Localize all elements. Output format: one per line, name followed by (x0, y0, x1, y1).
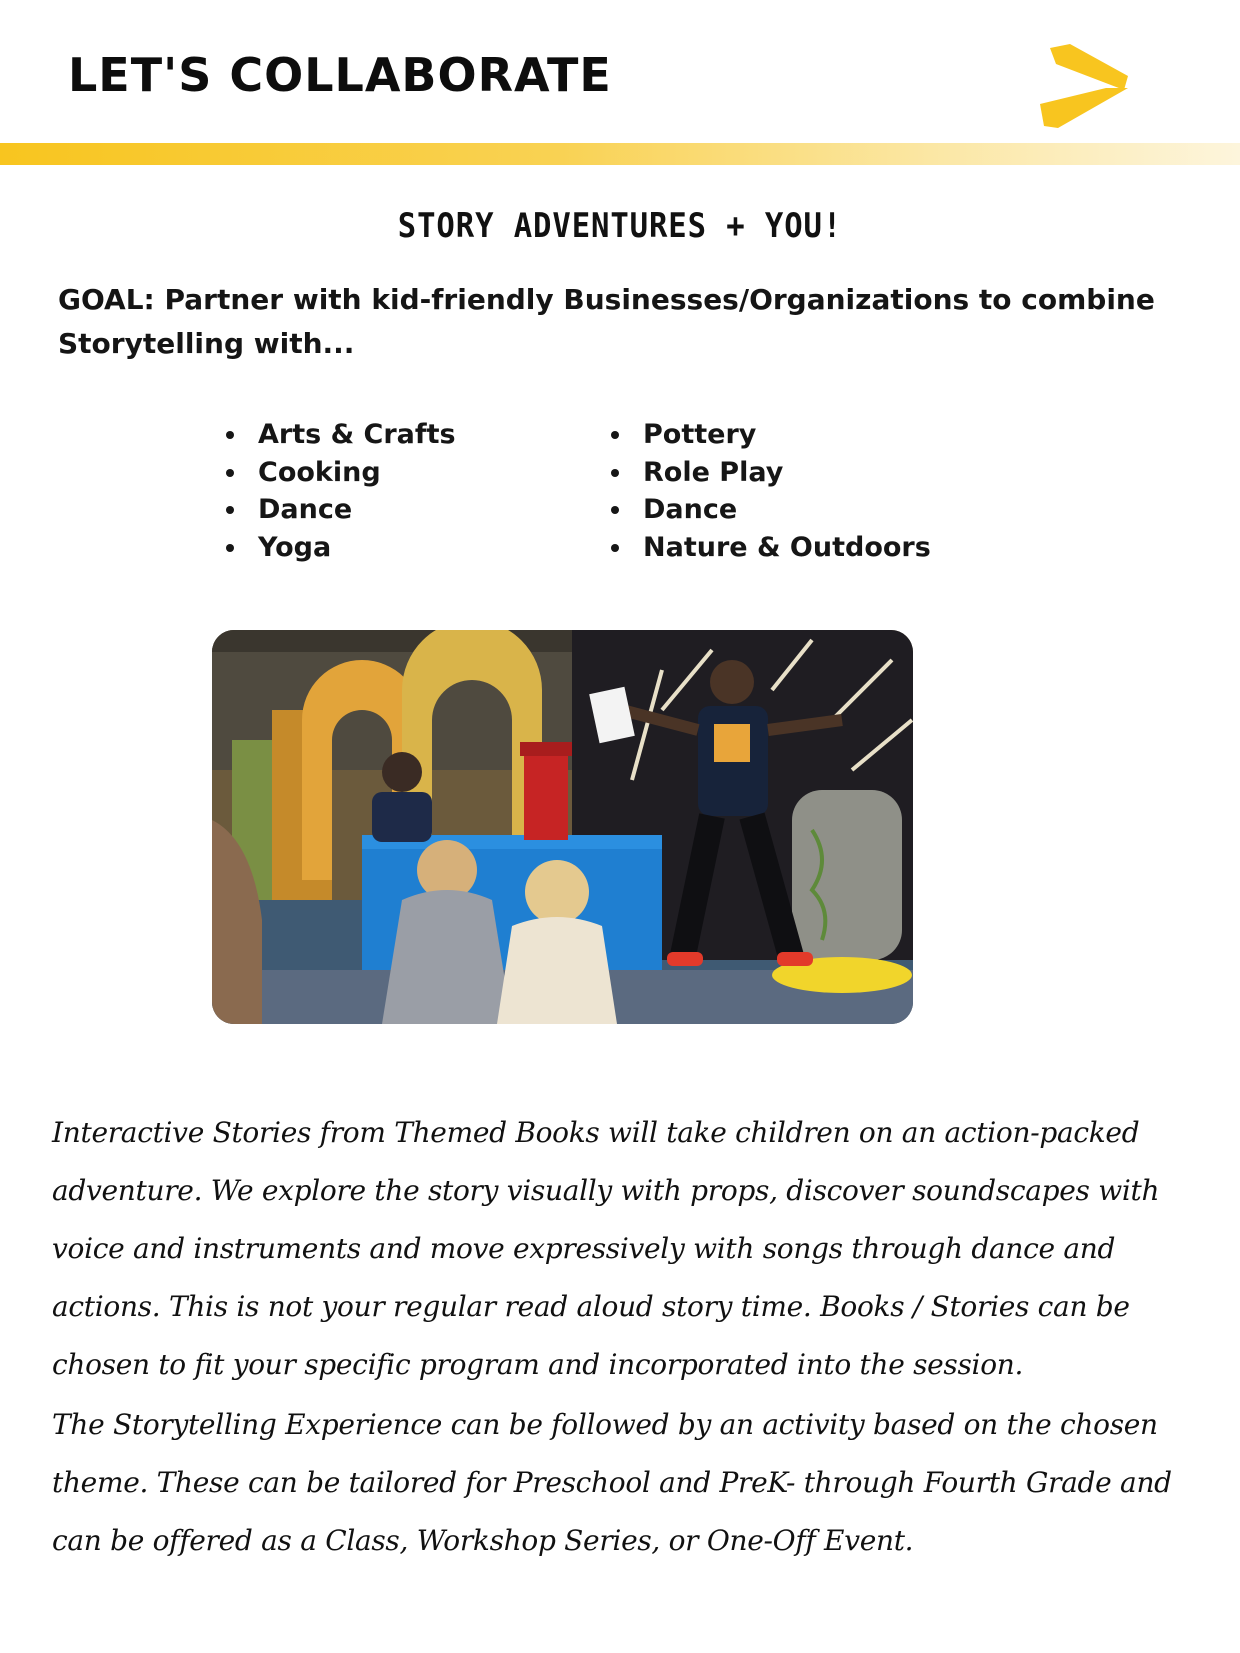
page-title: LET'S COLLABORATE (68, 48, 612, 102)
list-item: Dance (611, 491, 931, 529)
goal-statement: GOAL: Partner with kid-friendly Businesses/Organizations to combine Storytelling with... (58, 283, 1155, 360)
list-item: Nature & Outdoors (611, 529, 931, 567)
logo-icon (1036, 42, 1132, 132)
activity-list-right (611, 416, 931, 566)
photo-illustration (212, 630, 913, 1024)
description-paragraph: Interactive Stories from Themed Books will take children on an action-packed adventure. We explore the story visually with props, discover soundscapes with voice and instruments and move expressively with songs through dance and actions. This is not your regular read aloud story time. Books / Stories can be chosen to fit your specific program and incorporated into the session. (52, 1116, 1160, 1381)
activity-list-left (226, 416, 456, 566)
list-item: Role Play (611, 454, 931, 492)
accent-bar (0, 143, 1240, 165)
storytelling-photo (212, 630, 913, 1024)
list-item: Pottery (611, 416, 931, 454)
list-item: Dance (226, 491, 456, 529)
description-paragraph: The Storytelling Experience can be followed by an activity based on the chosen theme. These can be tailored for Preschool and PreK- through Fourth Grade and can be offered as a Class, Workshop Series, or One-Off Event. (52, 1408, 1172, 1557)
subheading: STORY ADVENTURES + YOU! (397, 206, 843, 246)
list-item: Arts & Crafts (226, 416, 456, 454)
list-item: Cooking (226, 454, 456, 492)
list-item: Yoga (226, 529, 456, 567)
